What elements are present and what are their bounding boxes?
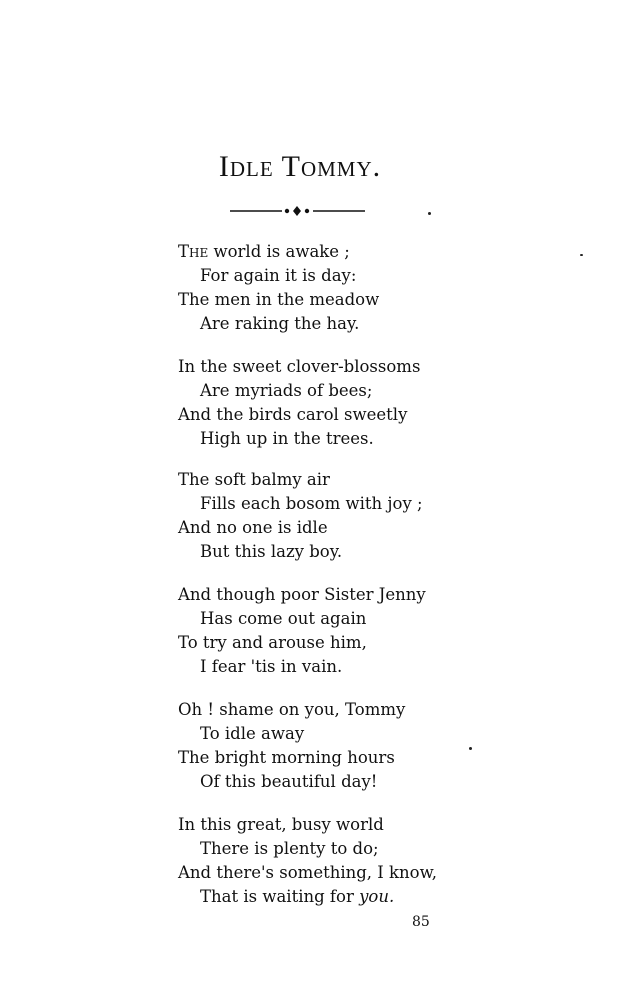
poem-line: Are raking the hay.	[200, 314, 360, 333]
poem-line: There is plenty to do;	[200, 839, 379, 858]
scan-speck	[580, 254, 583, 256]
poem-line: To try and arouse him,	[178, 633, 367, 652]
poem-line: Fills each bosom with joy ;	[200, 494, 423, 513]
poem-line: Of this beautiful day!	[200, 772, 378, 791]
poem-line: And there's something, I know,	[178, 863, 438, 882]
poem-line: Has come out again	[200, 609, 367, 628]
poem-line: The men in the meadow	[178, 290, 380, 309]
poem-line: The bright morning hours	[178, 748, 395, 767]
poem-title: Idle Tommy.	[218, 150, 382, 183]
poem-line: For again it is day:	[200, 266, 357, 285]
scan-speck	[428, 212, 431, 215]
stanza-6	[178, 813, 478, 909]
poem-line: Are myriads of bees;	[200, 381, 373, 400]
poem-line: And the birds carol sweetly	[178, 405, 408, 424]
stanza-5	[178, 698, 478, 794]
poem-line: The world is awake ;	[178, 242, 350, 261]
scan-speck	[469, 747, 472, 750]
stanza-4	[178, 583, 478, 679]
poem-line: And though poor Sister Jenny	[178, 585, 426, 604]
poem-line: To idle away	[200, 724, 305, 743]
emphasized-word: you.	[359, 887, 395, 906]
page-number: 85	[412, 914, 430, 930]
stanza-2	[178, 355, 478, 451]
poem-line: That is waiting for you.	[200, 887, 395, 906]
poem-line: High up in the trees.	[200, 429, 374, 448]
stanza-3	[178, 468, 478, 564]
poem-line: In this great, busy world	[178, 815, 384, 834]
poem-line: I fear 'tis in vain.	[200, 657, 343, 676]
poem-line: But this lazy boy.	[200, 542, 343, 561]
poem-line: Oh ! shame on you, Tommy	[178, 700, 406, 719]
drop-word: The	[178, 242, 209, 261]
title-ornament-divider	[230, 204, 365, 218]
stanza-1	[178, 240, 478, 336]
poem-line: In the sweet clover-blossoms	[178, 357, 421, 376]
poem-line: The soft balmy air	[178, 470, 330, 489]
poem-line: And no one is idle	[178, 518, 328, 537]
